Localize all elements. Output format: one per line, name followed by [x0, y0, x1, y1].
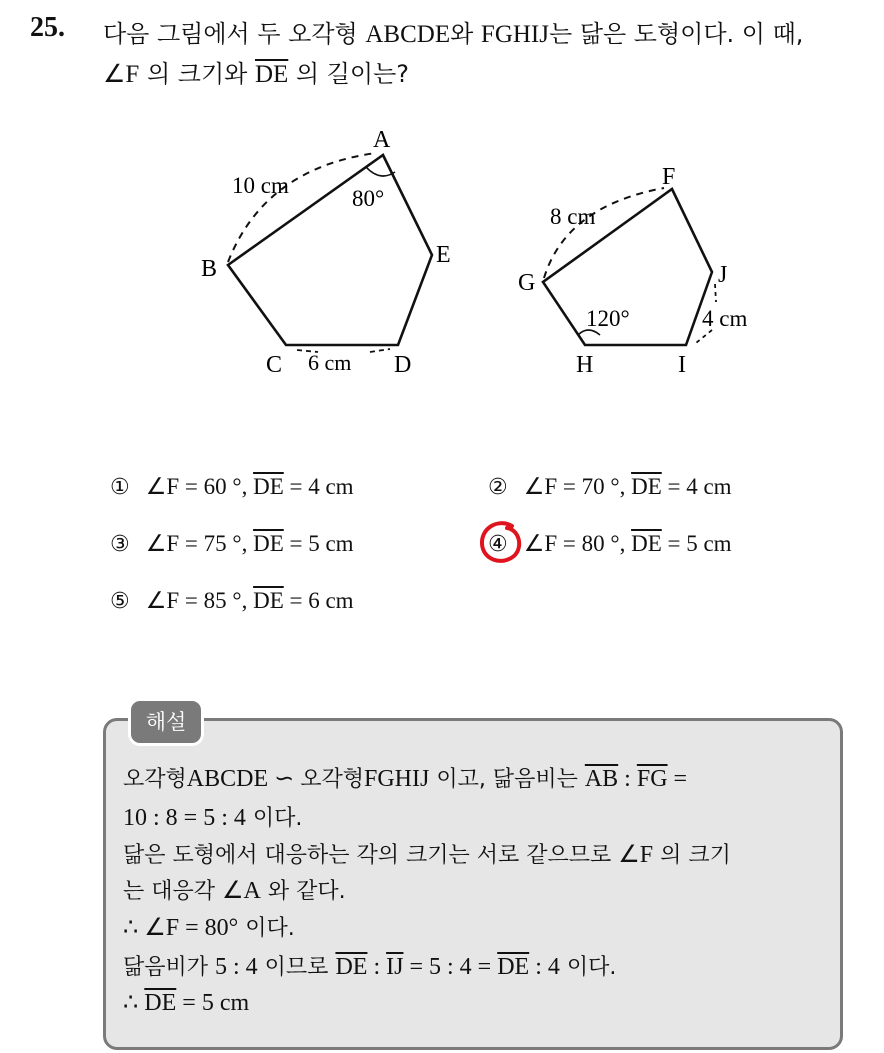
- choice-3-number: ③: [110, 532, 130, 557]
- choice-3-angle: ∠F = 75 °,: [145, 531, 254, 556]
- sol-l3-a: 닮은 도형에서 대응하는 각의 크기는 서로 같으므로: [123, 843, 619, 868]
- choice-5-length: = 6 cm: [283, 588, 354, 613]
- vertex-label-j: J: [718, 262, 728, 288]
- choice-5-number: ⑤: [110, 589, 130, 614]
- sol-l6-m3: : 4: [529, 954, 560, 980]
- pentagon-abcde: [201, 127, 451, 378]
- dimension-ij-top: [715, 284, 716, 302]
- sol-l7-val: = 5 cm: [176, 990, 250, 1016]
- answer-circle-mark: [476, 516, 526, 570]
- sol-l5-m: ∴ ∠F = 80°: [123, 915, 239, 941]
- answer-circle-stroke: [482, 523, 519, 561]
- choice-3[interactable]: [110, 531, 354, 557]
- sol-l1-a: 오각형: [123, 767, 187, 792]
- vertex-label-c: C: [266, 352, 283, 378]
- solution-line-1: [123, 762, 687, 793]
- sol-l3-m: ∠F: [618, 842, 654, 868]
- angle-value-h: 120°: [586, 306, 630, 331]
- question-text-e: 의 길이는?: [288, 60, 410, 88]
- pentagon-1-name: ABCDE: [365, 21, 451, 48]
- sol-l6-m1: 5 : 4: [215, 954, 258, 980]
- choice-4-number: ④: [488, 532, 508, 557]
- choice-2-number: ②: [488, 475, 508, 500]
- side-length-fg: 8 cm: [550, 204, 596, 229]
- sol-l7-de: $\overline{DE}$: [144, 990, 177, 1016]
- choice-5-segment: $\overline{DE}$: [253, 588, 284, 613]
- dimension-arc-fg: [544, 188, 664, 278]
- sol-l4-m: ∠A: [222, 878, 261, 904]
- sol-l1-b: ABCDE: [186, 766, 269, 792]
- choice-4-length: = 5 cm: [661, 531, 732, 556]
- sol-l2-t: 이다.: [245, 806, 303, 831]
- sol-l6-a: 닮음비가: [123, 955, 216, 980]
- choice-3-length: = 5 cm: [283, 531, 354, 556]
- choice-4-angle: ∠F = 80 °,: [523, 531, 632, 556]
- dimension-ij-bottom: [696, 330, 712, 343]
- sol-l1-eq: =: [667, 766, 688, 792]
- solution-line-2: [123, 801, 302, 832]
- sol-l6-end: 이다.: [559, 955, 617, 980]
- sol-l1-d: FGHIJ: [363, 766, 430, 792]
- choice-2-segment: $\overline{DE}$: [631, 474, 662, 499]
- angle-value-a: 80°: [352, 186, 385, 211]
- choice-1[interactable]: [110, 474, 354, 500]
- choice-2-angle: ∠F = 70 °,: [523, 474, 632, 499]
- vertex-label-b: B: [201, 256, 218, 282]
- sol-l5-t: 이다.: [238, 916, 295, 941]
- vertex-label-f: F: [662, 164, 676, 190]
- vertex-label-i: I: [678, 352, 686, 378]
- choice-2-length: = 4 cm: [661, 474, 732, 499]
- choice-5[interactable]: [110, 588, 354, 614]
- sol-l1-fg: $\overline{FG}$: [636, 766, 668, 792]
- sol-l1-e: 이고, 닮음비는: [429, 767, 585, 792]
- choice-5-angle: ∠F = 85 °,: [145, 588, 254, 613]
- vertex-label-a: A: [373, 127, 391, 153]
- sol-l6-de2: $\overline{DE}$: [497, 954, 530, 980]
- solution-line-3: [123, 838, 731, 869]
- sol-l1-c: 오각형: [300, 767, 364, 792]
- side-length-ab: 10 cm: [232, 173, 289, 198]
- question-angle: ∠F: [103, 61, 140, 88]
- sol-l7-m: ∴: [123, 990, 145, 1016]
- sol-l1-sim: ∽: [268, 766, 301, 792]
- solution-tag: 해설: [128, 698, 204, 746]
- pentagon-fghij: [518, 164, 747, 378]
- solution-line-4: [123, 874, 346, 905]
- sol-l2-m: 10 : 8 = 5 : 4: [123, 805, 246, 831]
- question-number: 25.: [30, 12, 65, 43]
- choice-1-number: ①: [110, 475, 130, 500]
- sol-l6-m2: = 5 : 4 =: [403, 954, 498, 980]
- pentagon-figures: [0, 0, 884, 440]
- sol-l6-b: 이므로: [257, 955, 336, 980]
- vertex-label-d: D: [394, 352, 412, 378]
- choice-3-segment: $\overline{DE}$: [253, 531, 284, 556]
- side-length-ij: 4 cm: [702, 306, 748, 331]
- question-text-d: 의 크기와: [139, 60, 255, 88]
- solution-line-6: [123, 950, 616, 981]
- question-segment: $\overline{DE}$: [254, 61, 289, 88]
- question-text-a: 다음 그림에서 두 오각형: [103, 20, 366, 48]
- sol-l1-ab: $\overline{AB}$: [584, 766, 619, 792]
- sol-l6-ij: $\overline{IJ}$: [386, 954, 404, 980]
- side-length-cd: 6 cm: [308, 350, 352, 375]
- question-text-c: 는 닮은 도형이다. 이 때,: [549, 20, 804, 48]
- vertex-label-e: E: [436, 242, 451, 268]
- solution-line-7: [123, 988, 249, 1017]
- sol-l6-c1: :: [367, 954, 387, 980]
- vertex-label-g: G: [518, 270, 536, 296]
- choice-1-angle: ∠F = 60 °,: [145, 474, 254, 499]
- pentagon-2-name: FGHIJ: [480, 21, 549, 48]
- choice-1-length: = 4 cm: [283, 474, 354, 499]
- solution-line-5: [123, 911, 295, 942]
- vertex-label-h: H: [576, 352, 594, 378]
- sol-l4-a: 는 대응각: [123, 879, 222, 904]
- sol-l3-b: 의 크기: [653, 843, 731, 868]
- sol-l1-colon: :: [618, 766, 637, 792]
- dimension-cd-right: [370, 349, 390, 352]
- choice-4-segment: $\overline{DE}$: [631, 531, 662, 556]
- sol-l6-de: $\overline{DE}$: [335, 954, 368, 980]
- choice-1-segment: $\overline{DE}$: [253, 474, 284, 499]
- sol-l4-b: 와 같다.: [260, 879, 346, 904]
- question-text-b: 와: [450, 20, 481, 48]
- choice-2[interactable]: [488, 474, 732, 500]
